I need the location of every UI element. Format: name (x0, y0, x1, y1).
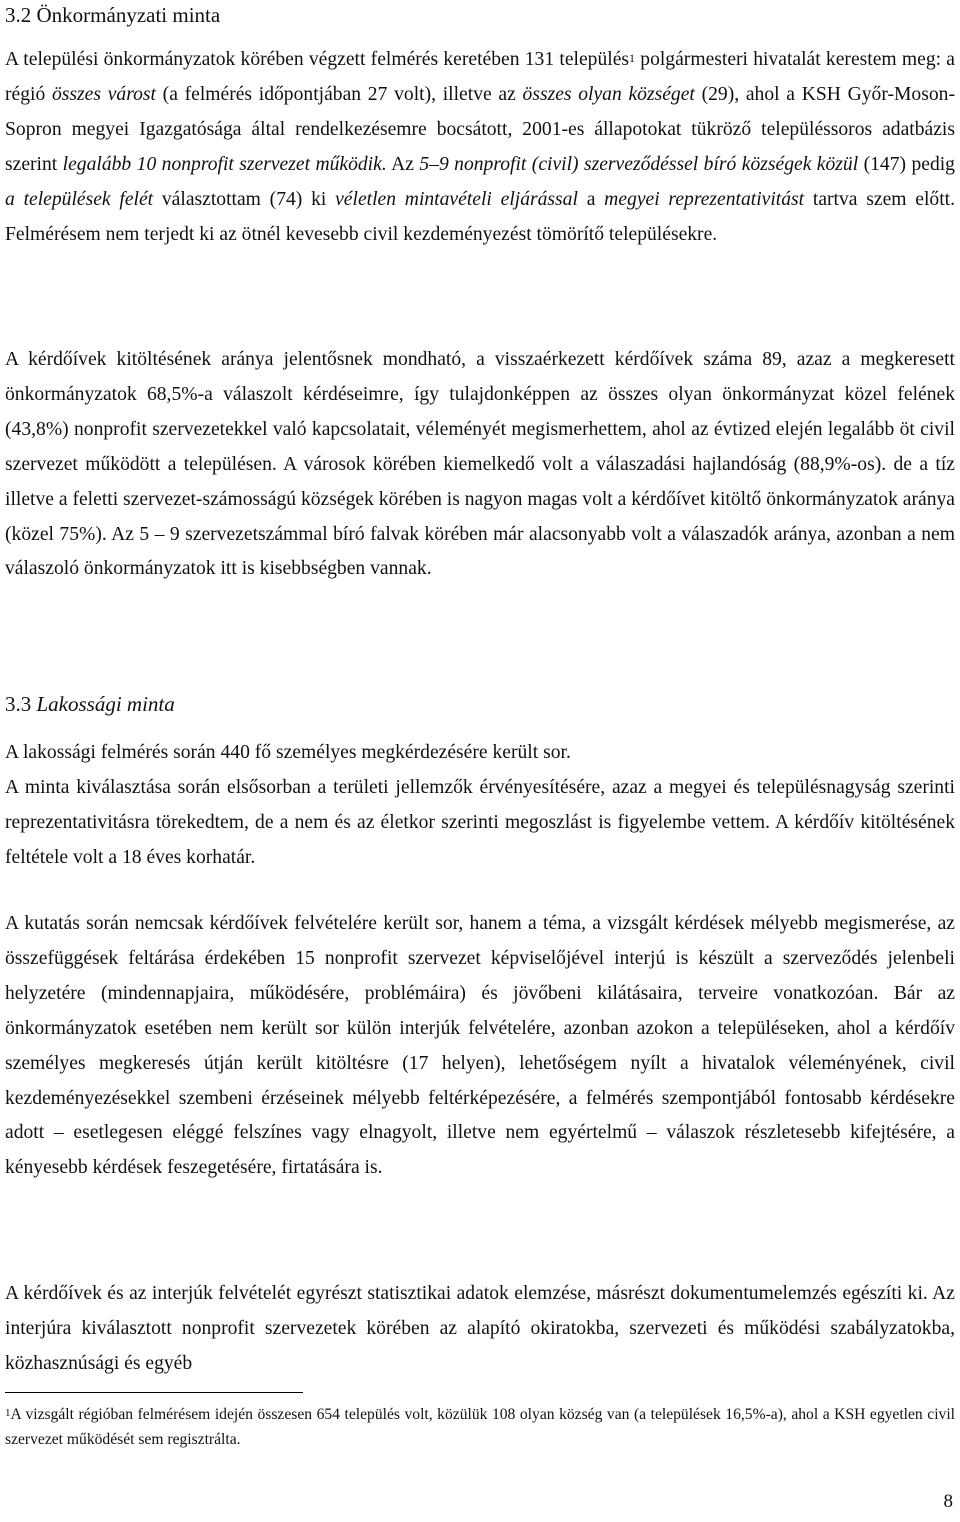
section-title: Önkormányzati minta (36, 3, 221, 27)
text-run: Az (386, 153, 420, 175)
footnote-mark: 1 (5, 1407, 11, 1419)
paragraph-response-rate (5, 343, 955, 587)
section-number: 3.2 (5, 3, 32, 27)
section-heading-3-3 (5, 690, 175, 718)
paragraph-document-analysis (5, 1277, 955, 1382)
text-run: (29), ahol a KSH Győr-Moson-Sopron megyei Igazgatósága által rendelkezésemre bocsátott, 2001-es állapotokat tükröző településsoros adatbázis szerint (5, 83, 955, 175)
paragraph-text: A kérdőívek kitöltésének aránya jelentősnek mondható, a visszaérkezett kérdőívek száma 89, azaz a megkeresett önkormányzatok 68,5%-a válaszolt kérdéseimre, így tulajdonképpen az összes olyan önkormányzat közel felének (43,8%) nonprofit szervezetekkel való kapcsolatait, véleményét megismerhettem, ahol az évtized elején legalább öt civil szervezet működött a településen. A városok körében kiemelkedő volt a válaszadási hajlandóság (88,9%-os). de a tíz illetve a feletti szervezet-számosságú községek körében is nagyon magas volt a kérdőívet kitöltő önkormányzatok aránya (közel 75%). Az 5 – 9 szervezetszámmal bíró falvak körében már alacsonyabb volt a válaszadók aránya, azonban a nem válaszoló önkormányzatok itt is kisebbségben vannak. (5, 349, 955, 580)
text-run: A települési önkormányzatok körében végzett felmérés keretében 131 település (5, 49, 630, 70)
paragraph-text: A kérdőívek és az interjúk felvételét egyrészt statisztikai adatok elemzése, másrészt dokumentumelemzés egészíti ki. Az interjúra kiválasztott nonprofit szervezetek körében az alapító okiratokba, szervezeti és működési szabályzatokba, közhasznúsági és egyéb (5, 1283, 955, 1374)
emphasis: legalább 10 nonprofit szervezet működik. (62, 153, 387, 175)
section-title: Lakossági minta (36, 692, 175, 716)
page-number: 8 (943, 1491, 953, 1512)
section-heading-3-2 (5, 1, 220, 29)
emphasis: véletlen mintavételi eljárással (335, 188, 578, 210)
paragraph-text: A minta kiválasztása során elsősorban a területi jellemzők érvényesítésére, azaz a megyei és településnagyság szerinti reprezentativitásra törekedtem, de a nem és az életkor szerinti megoszlást is figyelembe vettem. A kérdőív kitöltésének feltétele volt a 18 éves korhatár. (5, 776, 955, 868)
footnote-text: A vizsgált régióban felmérésem idején összesen 654 település volt, közülük 108 olyan község van (a települések 16,5%-a), ahol a KSH egyetlen civil szervezet működését sem regisztrálta. (5, 1406, 955, 1448)
paragraph-text: A lakossági felmérés során 440 fő személyes megkérdezésére került sor. (5, 742, 571, 763)
text-run: választottam (74) ki (153, 188, 336, 210)
paragraph-interviews (5, 907, 955, 1186)
text-run: polgármesteri hivatalát kerestem meg: a régió (5, 49, 955, 105)
emphasis: 5–9 nonprofit (civil) szerveződéssel bíró községek közül (419, 153, 859, 175)
paragraph-text: A kutatás során nemcsak kérdőívek felvételére került sor, hanem a téma, a vizsgált kérdések mélyebb megismerése, az összefüggések feltárása érdekében 15 nonprofit szervezet képviselőjével interjú is készült a szerveződés jelenbeli helyzetére (mindennapjaira, működésére, problémáira) és jövőbeni kilátásaira, terveire vonatkozóan. Bár az önkormányzatok esetében nem került sor külön interjúk felvételére, azonban azokon a településeken, ahol a kérdőív személyes megkeresés útján került kitöltésre (17 helyen), lehetőségem nyílt a hivatalok véleményének, civil kezdeményezésekkel szembeni érzéseinek mélyebb feltérképezésére, a felmérés szempontjából fontosabb kérdésekre adott – esetlegesen eléggé felszínes vagy elnagyolt, illetve nem egyértelmű – válaszok részletesebb kifejtésére, a kényesebb kérdések feszegetésére, firtatására is. (5, 913, 955, 1179)
section-number: 3.3 (5, 692, 32, 716)
emphasis: a települések felét (5, 188, 154, 210)
text-run: (147) pedig (858, 153, 955, 175)
footnote (5, 1402, 955, 1452)
text-run: (a felmérés időpontjában 27 volt), illetve az (155, 83, 523, 105)
paragraph-population-sample (5, 736, 955, 876)
emphasis: összes várost (51, 83, 156, 105)
footnote-separator (5, 1392, 303, 1393)
footnote-reference[interactable]: 1 (629, 51, 636, 65)
emphasis: megyei reprezentativitást (604, 188, 805, 210)
text-run: a (577, 188, 605, 210)
emphasis: összes olyan községet (522, 83, 695, 105)
text-run: tartva szem előtt. Felmérésem nem terjedt ki az ötnél kevesebb civil kezdeményezést tömörítő településekre. (5, 188, 956, 245)
paragraph-municipal-sample (5, 43, 955, 252)
